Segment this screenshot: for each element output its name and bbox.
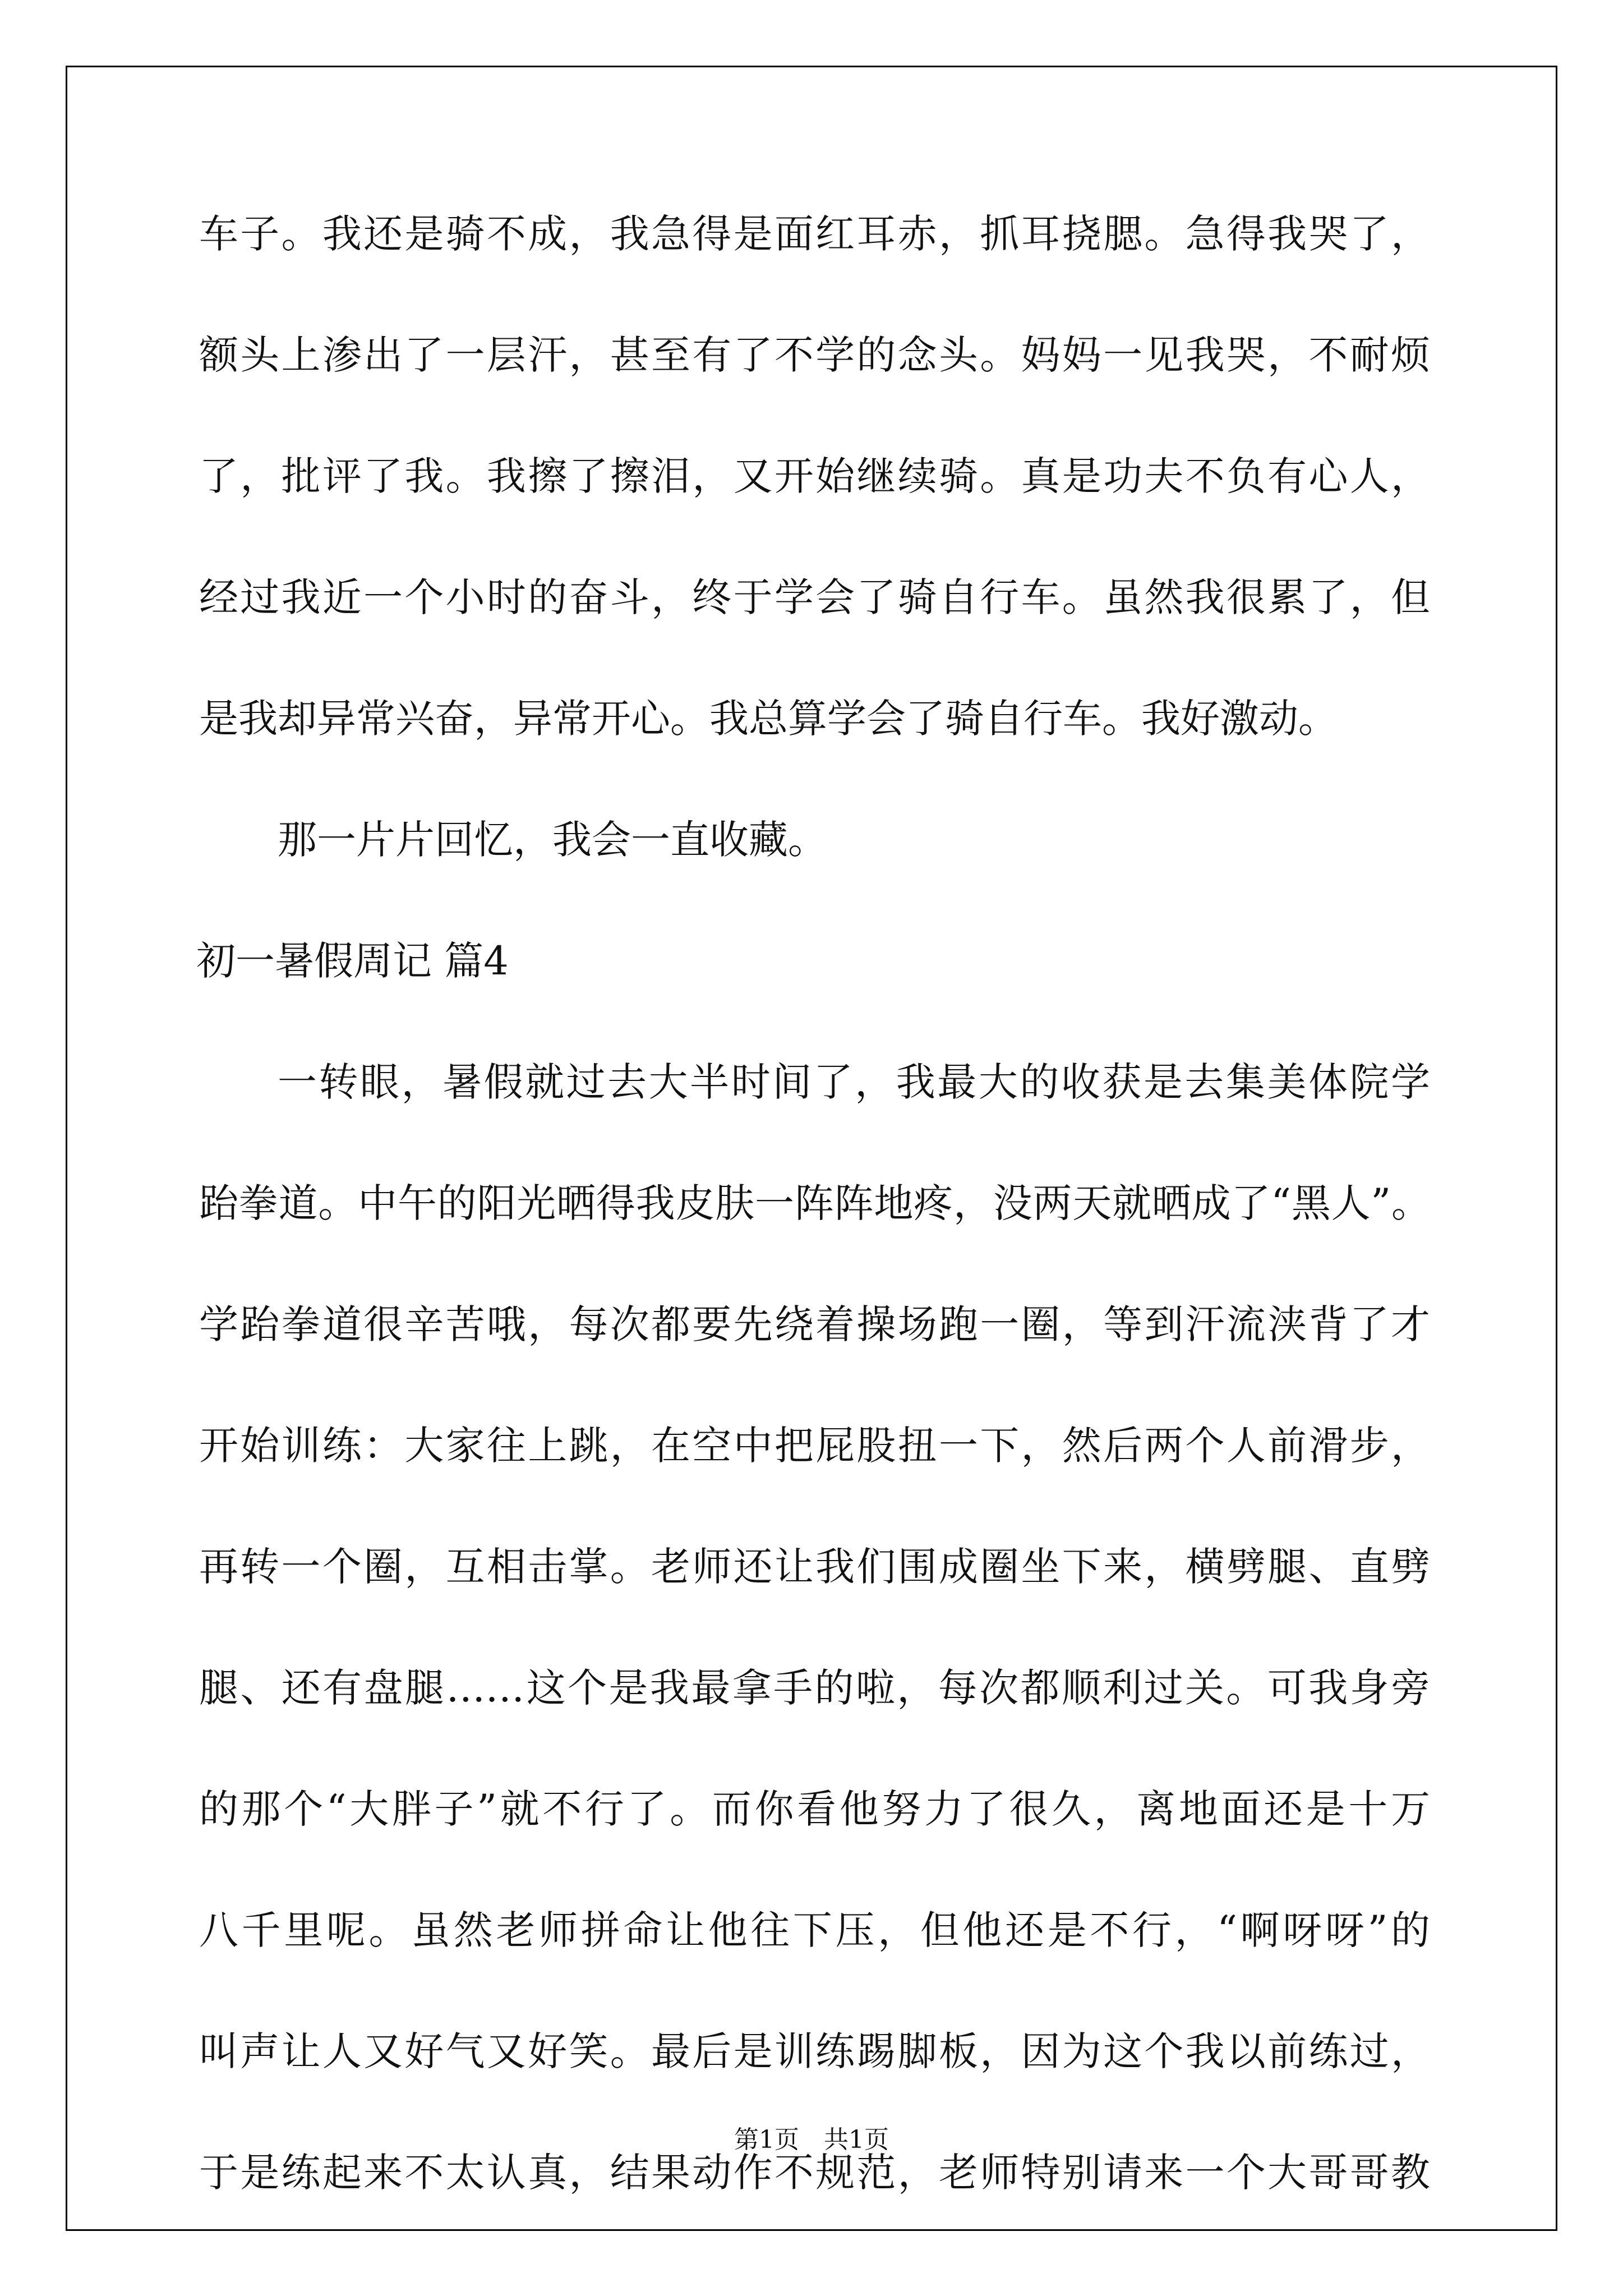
paragraph-line: 一转眼，暑假就过去大半时间了，我最大的收获是去集美体院学 [278,1059,1430,1105]
paragraph-line: 学跆拳道很辛苦哦，每次都要先绕着操场跑一圈，等到汗流浃背了才 [199,1301,1430,1347]
paragraph-line: 的那个“大胖子”就不行了。而你看他努力了很久，离地面还是十万 [199,1786,1430,1832]
paragraph-line: 开始训练：大家往上跳，在空中把屁股扭一下，然后两个人前滑步， [199,1423,1430,1469]
paragraph-line: 是我却异常兴奋，异常开心。我总算学会了骑自行车。我好激动。 [199,696,1338,742]
paragraph-line: 了，批评了我。我擦了擦泪，又开始继续骑。真是功夫不负有心人， [199,453,1430,499]
page-number: 第1页 共1页 [734,2125,889,2154]
paragraph-line: 车子。我还是骑不成，我急得是面红耳赤，抓耳挠腮。急得我哭了， [199,211,1430,257]
section-heading: 初一暑假周记 篇4 [196,938,509,984]
paragraph-line: 腿、还有盘腿……这个是我最拿手的啦，每次都顺利过关。可我身旁 [199,1665,1430,1711]
paragraph-line: 经过我近一个小时的奋斗，终于学会了骑自行车。虽然我很累了，但 [199,574,1430,620]
paragraph-line: 那一片片回忆，我会一直收藏。 [278,817,827,863]
document-body [196,203,1430,2263]
paragraph-line: 额头上渗出了一层汗，甚至有了不学的念头。妈妈一见我哭，不耐烦 [199,332,1430,378]
paragraph-line: 于是练起来不太认真，结果动作不规范，老师特别请来一个大哥哥教 [199,2150,1430,2196]
paragraph-line: 八千里呢。虽然老师拼命让他往下压，但他还是不行，“啊呀呀”的 [199,1907,1430,1953]
paragraph-line: 叫声让人又好气又好笑。最后是训练踢脚板，因为这个我以前练过， [199,2028,1430,2074]
paragraph-line: 再转一个圈，互相击掌。老师还让我们围成圈坐下来，横劈腿、直劈 [199,1544,1430,1590]
paragraph-line: 跆拳道。中午的阳光晒得我皮肤一阵阵地疼，没两天就晒成了“黑人”。 [199,1180,1430,1226]
